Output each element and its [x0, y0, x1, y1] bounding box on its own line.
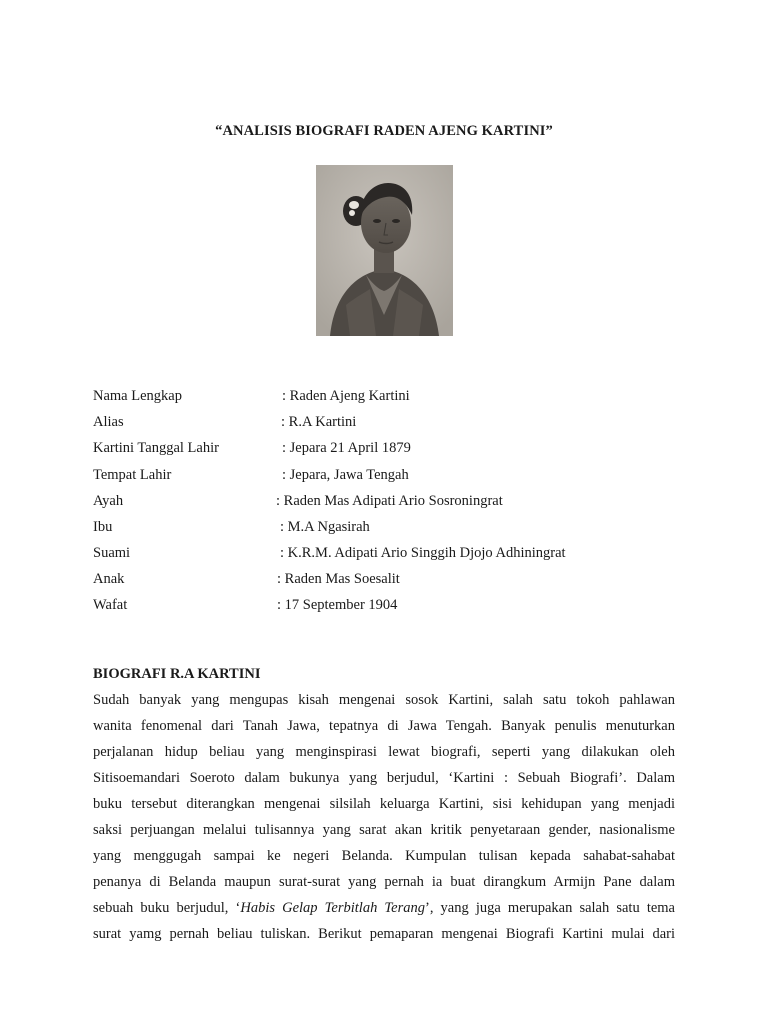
info-row-mother	[93, 516, 693, 538]
kartini-portrait-photo	[316, 165, 453, 336]
info-label: Nama Lengkap	[93, 388, 182, 404]
info-row-child	[93, 568, 693, 590]
document-title: “ANALISIS BIOGRAFI RADEN AJENG KARTINI”	[215, 123, 553, 139]
info-label: Tempat Lahir	[93, 467, 172, 483]
paragraph-line: buku tersebut diterangkan mengenai silsilah keluarga Kartini, sisi kehidupan yang menjadi	[93, 796, 675, 812]
paragraph-line: yang menggugah sampai ke negeri Belanda. Kumpulan tulisan kepada sahabat-sahabat	[93, 848, 675, 864]
paragraph-line: Sitisoemandari Soeroto dalam bukunya yang berjudul, ‘Kartini : Sebuah Biografi’. Dalam	[93, 770, 675, 786]
paragraph-line-with-book-title	[93, 897, 675, 919]
info-value: : M.A Ngasirah	[280, 519, 370, 535]
info-value: : Jepara, Jawa Tengah	[282, 467, 409, 483]
info-label: Suami	[93, 545, 131, 561]
info-row-alias	[93, 411, 693, 433]
paragraph-text: sebuah buku berjudul, ‘	[93, 900, 241, 916]
paragraph-text: ’, yang juga merupakan salah satu tema	[425, 900, 675, 916]
info-value: : Raden Mas Adipati Ario Sosroningrat	[276, 493, 503, 509]
info-label: Alias	[93, 414, 124, 430]
info-label: Ayah	[93, 493, 124, 509]
section-heading-biography: BIOGRAFI R.A KARTINI	[93, 666, 261, 682]
paragraph-line: saksi perjuangan melalui tulisannya yang sarat akan kritik penyetaraan gender, nasionalisme	[93, 822, 675, 838]
info-value: : R.A Kartini	[281, 414, 357, 430]
info-value: : Jepara 21 April 1879	[282, 440, 411, 456]
info-value: : Raden Ajeng Kartini	[282, 388, 410, 404]
info-row-birthplace	[93, 464, 693, 486]
info-value: : 17 September 1904	[277, 597, 398, 613]
book-title-italic: Habis Gelap Terbitlah Terang	[240, 900, 425, 916]
info-label: Wafat	[93, 597, 128, 613]
info-label: Kartini Tanggal Lahir	[93, 440, 219, 456]
info-row-father	[93, 490, 693, 512]
paragraph-line: surat yamg pernah beliau tuliskan. Berikut pemaparan mengenai Biografi Kartini mulai dari	[93, 926, 675, 942]
info-label: Anak	[93, 571, 125, 587]
info-value: : Raden Mas Soesalit	[277, 571, 400, 587]
paragraph-line: perjalanan hidup beliau yang menginspirasi lewat biografi, seperti yang dilakukan oleh	[93, 744, 675, 760]
info-value: : K.R.M. Adipati Ario Singgih Djojo Adhiningrat	[280, 545, 566, 561]
paragraph-line: wanita fenomenal dari Tanah Jawa, tepatnya di Jawa Tengah. Banyak penulis menuturkan	[93, 718, 675, 734]
info-row-full-name	[93, 385, 693, 407]
info-row-death	[93, 594, 693, 616]
info-row-husband	[93, 542, 693, 564]
info-row-birth-date	[93, 437, 693, 459]
paragraph-line: Sudah banyak yang mengupas kisah mengenai sosok Kartini, salah satu tokoh pahlawan	[93, 692, 675, 708]
info-label: Ibu	[93, 519, 113, 535]
paragraph-line: penanya di Belanda maupun surat-surat yang pernah ia buat dirangkum Armijn Pane dalam	[93, 874, 675, 890]
